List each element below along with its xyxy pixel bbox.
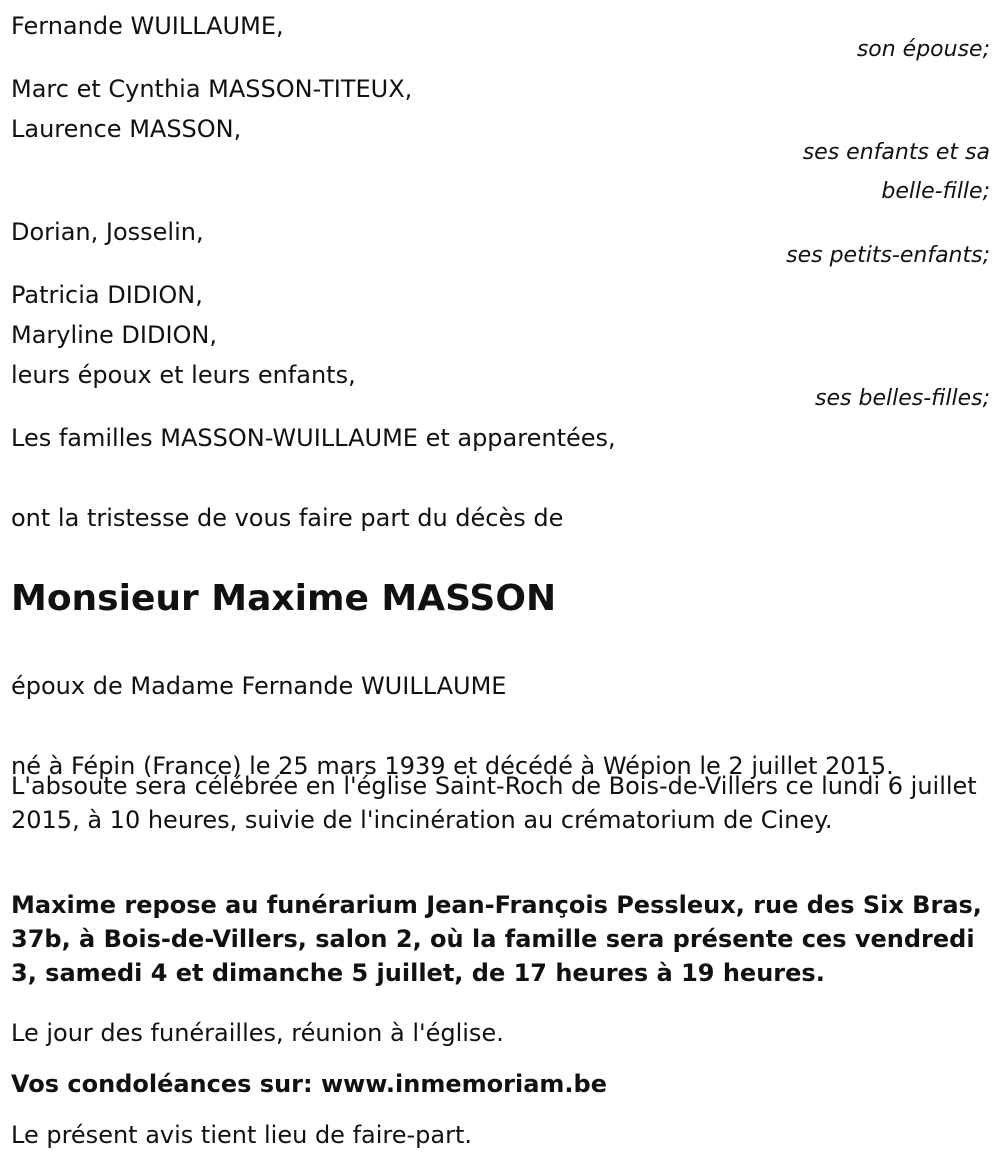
children-role-line-2: belle-fille; (881, 179, 990, 204)
announcement-line: ont la tristesse de vous faire part du décès de (11, 504, 564, 532)
grandchildren-role: ses petits-enfants; (786, 243, 990, 268)
condolences-line: Vos condoléances sur: www.inmemoriam.be (11, 1070, 607, 1098)
daughter-in-law-2: Maryline DIDION, (11, 321, 218, 349)
spouse-role: son épouse; (856, 37, 990, 62)
visitation-paragraph: Maxime repose au funérarium Jean-François Pessleux, rue des Six Bras, 37b, à Bois-de-Villers, salon 2, où la famille sera présente ces vendredi 3, samedi 4 et dimanche 5 juillet, de 17 heures à 19 heures. (11, 891, 982, 987)
families-line: Les familles MASSON-WUILLAUME et apparentées, (11, 424, 616, 452)
spouse-name: Fernande WUILLAUME, (11, 12, 284, 40)
absoute-paragraph: L'absoute sera célébrée en l'église Saint-Roch de Bois-de-Villers ce lundi 6 juillet 2015, à 10 heures, suivie de l'incinération au crématorium de Ciney. (11, 772, 977, 834)
deceased-name: Monsieur Maxime MASSON (11, 578, 557, 619)
grandchildren-line: Dorian, Josselin, (11, 218, 204, 246)
meeting-line: Le jour des funérailles, réunion à l'église. (11, 1019, 504, 1047)
daughters-in-law-families: leurs époux et leurs enfants, (11, 361, 356, 389)
child-line-1: Marc et Cynthia MASSON-TITEUX, (11, 75, 413, 103)
spouse-of-line: époux de Madame Fernande WUILLAUME (11, 672, 507, 700)
child-line-2: Laurence MASSON, (11, 115, 242, 143)
closing-line: Le présent avis tient lieu de faire-part. (11, 1121, 473, 1149)
children-role-line-1: ses enfants et sa (802, 140, 990, 165)
daughters-in-law-role: ses belles-filles; (815, 386, 990, 411)
daughter-in-law-1: Patricia DIDION, (11, 281, 203, 309)
birth-death-line: né à Fépin (France) le 25 mars 1939 et décédé à Wépion le 2 juillet 2015. (11, 752, 894, 780)
